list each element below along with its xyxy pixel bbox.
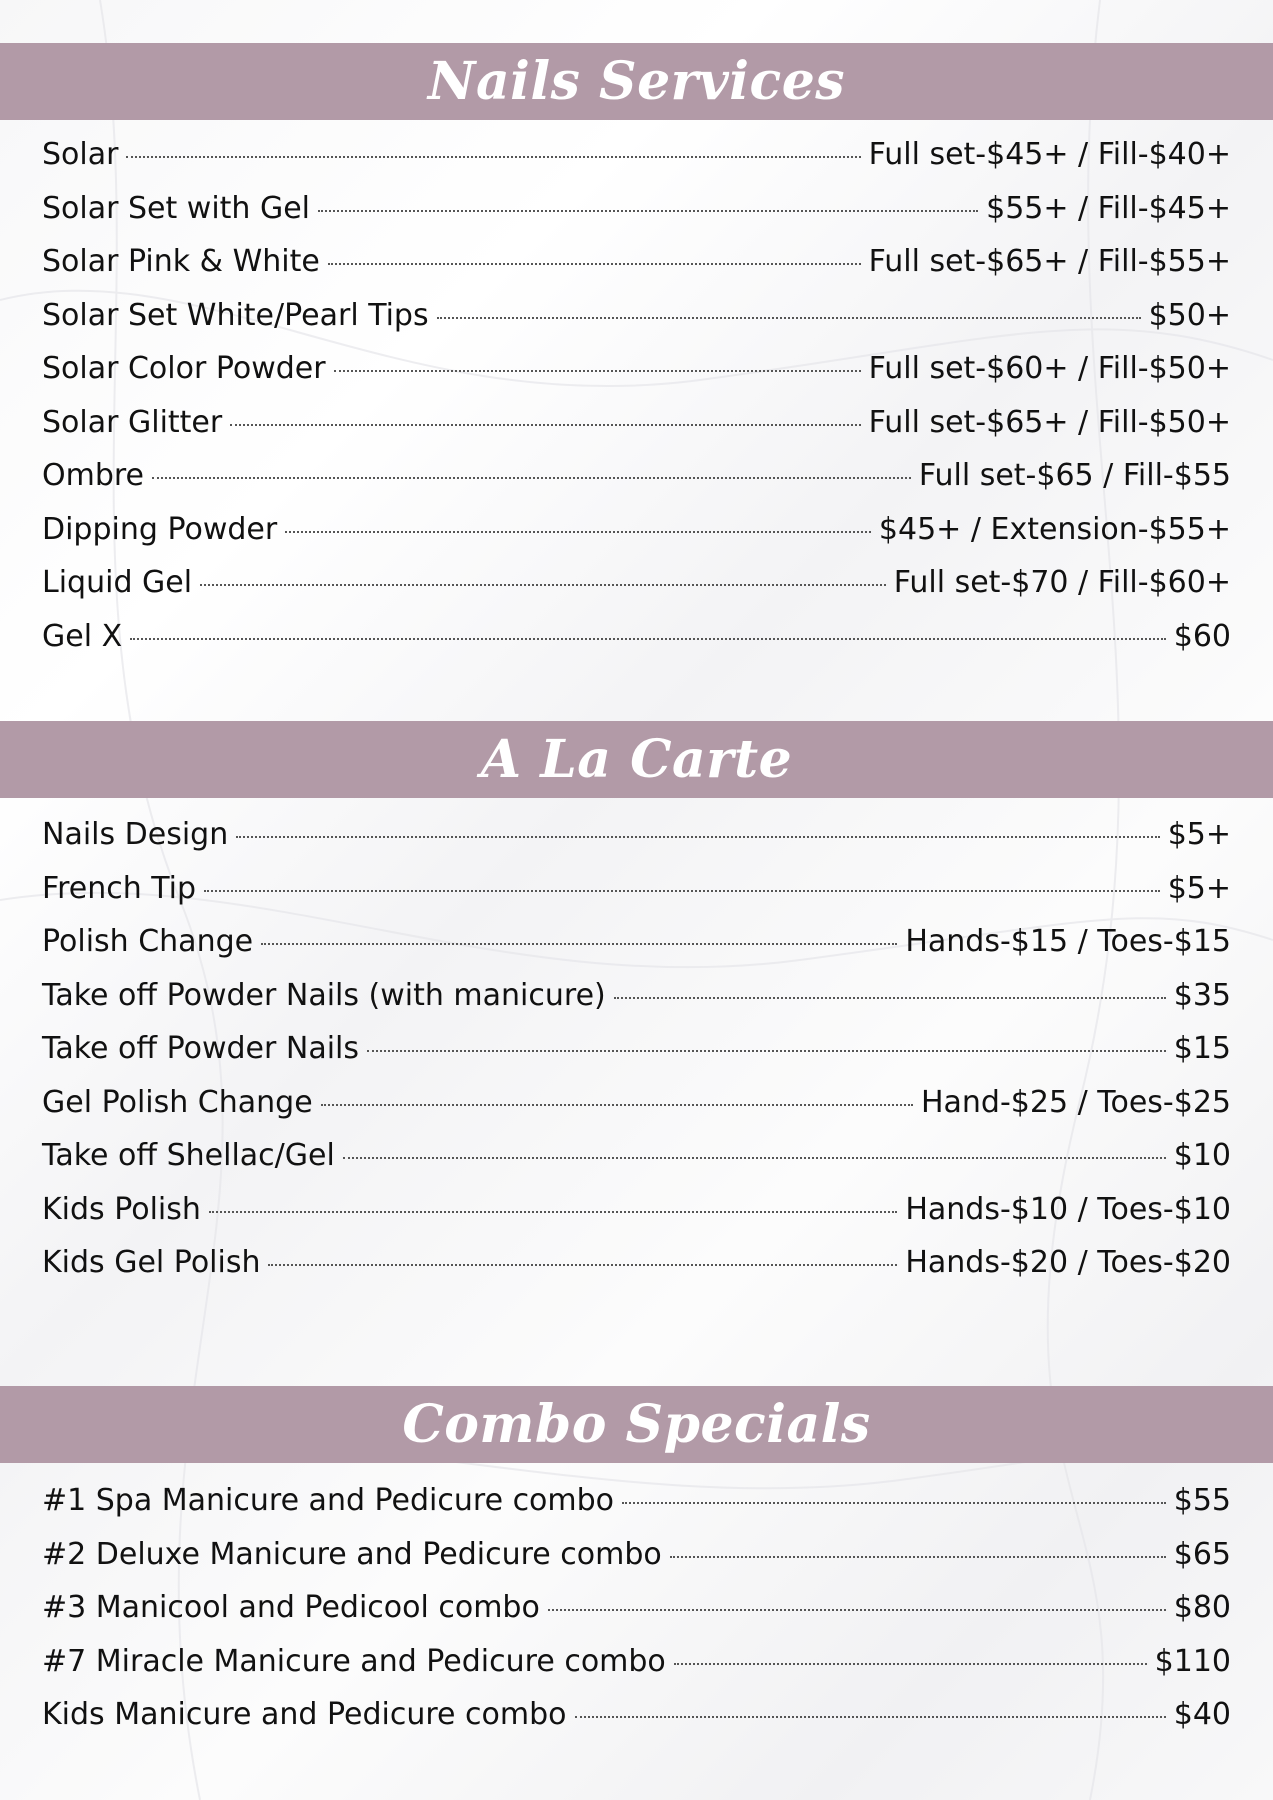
- service-price: $65: [1173, 1536, 1231, 1572]
- service-price: $60: [1173, 618, 1231, 654]
- service-price: $80: [1173, 1590, 1231, 1625]
- service-price: $45+ / Extension-$55+: [878, 511, 1231, 547]
- service-price: Full set-$65+ / Fill-$50+: [868, 404, 1231, 440]
- list-item: [42, 1138, 1231, 1192]
- dot-leader: [230, 424, 860, 426]
- service-name: Nails Design: [42, 817, 229, 852]
- list-item: [42, 1085, 1231, 1139]
- service-name: Kids Gel Polish: [42, 1245, 261, 1280]
- dot-leader: [152, 477, 911, 479]
- service-price: $40: [1173, 1697, 1231, 1732]
- list-item: [42, 871, 1231, 925]
- service-name: Take off Powder Nails: [42, 1031, 360, 1066]
- service-price: Full set-$45+ / Fill-$40+: [868, 137, 1231, 172]
- service-price: $110: [1154, 1643, 1231, 1679]
- service-name: Dipping Powder: [42, 511, 278, 547]
- dot-leader: [204, 890, 1160, 892]
- dot-leader: [674, 1663, 1147, 1665]
- dot-leader: [200, 584, 886, 586]
- list-item: [42, 1483, 1231, 1537]
- dot-leader: [126, 156, 860, 158]
- section-title: Nails Services: [0, 43, 1273, 120]
- list-item: [42, 351, 1231, 405]
- service-price: Full set-$70 / Fill-$60+: [893, 565, 1231, 600]
- service-name: French Tip: [42, 870, 197, 906]
- dot-leader: [236, 836, 1159, 838]
- service-name: Gel X: [42, 618, 123, 654]
- list-item: [42, 1697, 1231, 1751]
- list-item: [42, 298, 1231, 352]
- service-name: Solar Pink & White: [42, 244, 320, 279]
- list-item: [42, 978, 1231, 1032]
- dot-leader: [367, 1050, 1166, 1052]
- service-name: Solar Glitter: [42, 404, 223, 440]
- list-item: [42, 244, 1231, 298]
- service-name: Ombre: [42, 458, 145, 493]
- service-name: Take off Shellac/Gel: [42, 1138, 335, 1173]
- dot-leader: [548, 1609, 1166, 1611]
- list-item: [42, 405, 1231, 459]
- service-price: $55: [1173, 1483, 1231, 1518]
- service-price: $5+: [1167, 817, 1231, 852]
- list-item: [42, 458, 1231, 512]
- dot-leader: [334, 370, 861, 372]
- service-price: $10: [1173, 1138, 1231, 1173]
- section-combo-specials: [0, 1386, 1273, 1751]
- dot-leader: [285, 531, 871, 533]
- dot-leader: [575, 1716, 1166, 1718]
- dot-leader: [622, 1502, 1166, 1504]
- dot-leader: [321, 1104, 913, 1106]
- list-item: [42, 619, 1231, 673]
- service-price: $15: [1173, 1031, 1231, 1066]
- service-name: Kids Polish: [42, 1191, 201, 1227]
- service-name: Polish Change: [42, 924, 254, 959]
- list-item: [42, 1031, 1231, 1085]
- dot-leader: [261, 943, 897, 945]
- service-name: Solar Set with Gel: [42, 190, 311, 226]
- dot-leader: [614, 997, 1166, 999]
- service-price: $5+: [1167, 870, 1231, 906]
- dot-leader: [318, 210, 978, 212]
- list-item: [42, 924, 1231, 978]
- list-item: [42, 512, 1231, 566]
- list-item: [42, 137, 1231, 191]
- section-a-la-carte: [0, 721, 1273, 1299]
- service-price: Full set-$65+ / Fill-$55+: [868, 244, 1231, 279]
- service-price: Full set-$65 / Fill-$55: [918, 458, 1231, 493]
- list-item: [42, 1192, 1231, 1246]
- service-name: #2 Deluxe Manicure and Pedicure combo: [42, 1536, 662, 1572]
- section-title: Combo Specials: [0, 1386, 1273, 1463]
- service-name: Take off Powder Nails (with manicure): [42, 977, 606, 1013]
- service-price: $55+ / Fill-$45+: [986, 190, 1231, 226]
- service-price: Hand-$25 / Toes-$25: [920, 1084, 1231, 1120]
- section-title: A La Carte: [0, 721, 1273, 798]
- dot-leader: [130, 638, 1166, 640]
- section-nails-services: [0, 43, 1273, 672]
- service-name: Kids Manicure and Pedicure combo: [42, 1697, 567, 1732]
- list-item: [42, 1590, 1231, 1644]
- list-item: [42, 817, 1231, 871]
- service-price: Full set-$60+ / Fill-$50+: [868, 351, 1231, 386]
- dot-leader: [268, 1264, 897, 1266]
- service-name: #1 Spa Manicure and Pedicure combo: [42, 1483, 615, 1518]
- dot-leader: [343, 1157, 1166, 1159]
- service-price: $35: [1173, 977, 1231, 1013]
- service-name: #7 Miracle Manicure and Pedicure combo: [42, 1643, 666, 1679]
- service-name: Liquid Gel: [42, 565, 193, 600]
- service-name: #3 Manicool and Pedicool combo: [42, 1590, 540, 1625]
- list-item: [42, 565, 1231, 619]
- service-name: Solar: [42, 137, 119, 172]
- dot-leader: [209, 1211, 897, 1213]
- dot-leader: [437, 317, 1141, 319]
- list-item: [42, 191, 1231, 245]
- service-name: Solar Color Powder: [42, 351, 326, 386]
- dot-leader: [670, 1556, 1166, 1558]
- service-price: Hands-$10 / Toes-$10: [905, 1191, 1231, 1227]
- list-item: [42, 1537, 1231, 1591]
- service-price: Hands-$15 / Toes-$15: [905, 924, 1231, 959]
- list-item: [42, 1644, 1231, 1698]
- service-price: $50+: [1148, 297, 1231, 333]
- dot-leader: [328, 263, 861, 265]
- list-item: [42, 1245, 1231, 1299]
- service-name: Gel Polish Change: [42, 1084, 313, 1120]
- service-price: Hands-$20 / Toes-$20: [905, 1245, 1231, 1280]
- service-name: Solar Set White/Pearl Tips: [42, 297, 429, 333]
